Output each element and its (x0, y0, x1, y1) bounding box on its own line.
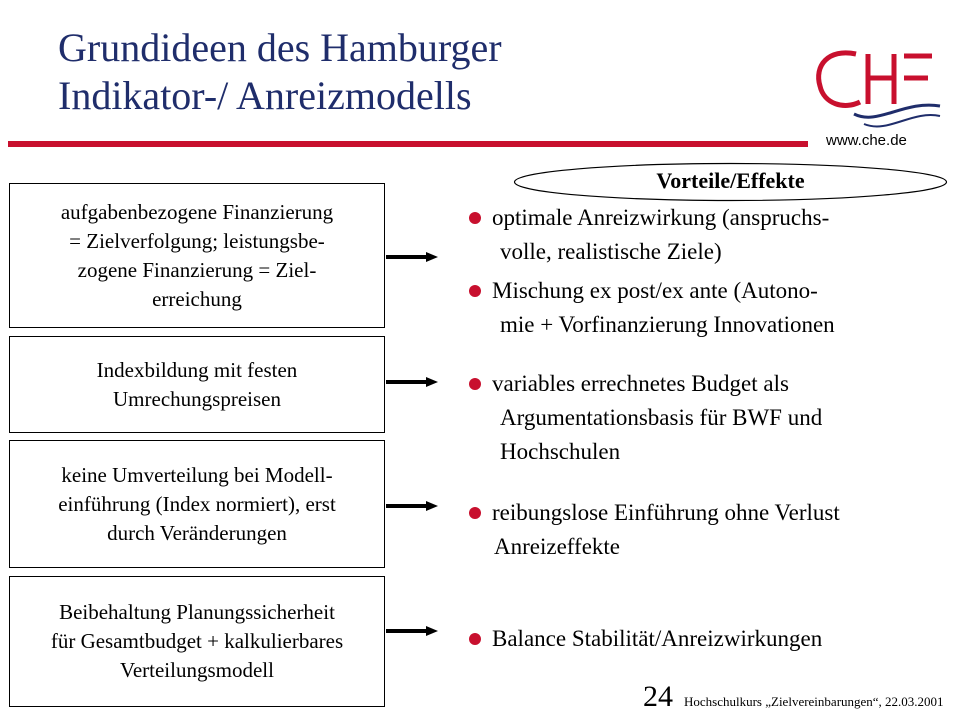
bullet-icon (468, 377, 482, 391)
box-text: keine Umverteilung bei Modell- einführung (Index normiert), erst durch Veränderungen (58, 462, 336, 545)
effect-item-1-line-2: volle, realistische Ziele) (500, 239, 722, 264)
page-title (58, 24, 502, 120)
box-indexbildung (9, 336, 385, 433)
effects-heading: Vorteile/Effekte (656, 168, 805, 193)
arrow-right-icon (386, 501, 438, 511)
effect-item-4-line-2: Anreizeffekte (494, 534, 620, 559)
bullet-icon (468, 211, 482, 225)
footer-text: Hochschulkurs „Zielvereinbarungen“, 22.03.2001 (684, 694, 944, 709)
page-number: 24 (643, 680, 673, 713)
box-text: aufgabenbezogene Finanzierung = Zielverfolgung; leistungsbe- zogene Finanzierung = Ziel- erreichung (60, 199, 334, 311)
website-url: www.che.de (826, 132, 907, 149)
effect-item-5-line-1: Balance Stabilität/Anreizwirkungen (492, 626, 823, 651)
box-planungssicherheit (9, 576, 385, 707)
box-keine-umverteilung (9, 440, 385, 568)
che-logo (808, 40, 943, 135)
box-aufgabenbezogene-finanzierung (9, 183, 385, 328)
effect-item-3-line-3: Hochschulen (500, 439, 621, 464)
effect-item-2-line-2: mie + Vorfinanzierung Innovationen (500, 312, 835, 337)
bullet-icon (468, 284, 482, 298)
arrow-right-icon (386, 252, 438, 262)
title-line-2: Indikator-/ Anreizmodells (58, 73, 472, 118)
bullet-icon (468, 506, 482, 520)
title-divider (8, 141, 808, 147)
effect-item-3-line-1: variables errechnetes Budget als (492, 371, 789, 396)
arrow-right-icon (386, 377, 438, 387)
effect-item-3-line-2: Argumentationsbasis für BWF und (500, 405, 823, 430)
box-text: Beibehaltung Planungssicherheit für Gesamtbudget + kalkulierbares Verteilungsmodell (50, 600, 344, 682)
arrow-right-icon (386, 626, 438, 636)
effect-item-1-line-1: optimale Anreizwirkung (anspruchs- (492, 205, 830, 230)
effect-item-4-line-1: reibungslose Einführung ohne Verlust (492, 500, 840, 525)
effect-item-2-line-1: Mischung ex post/ex ante (Autono- (492, 278, 818, 303)
bullet-icon (468, 632, 482, 646)
box-text: Indexbildung mit festen Umrechungspreisen (96, 357, 298, 411)
title-line-1: Grundideen des Hamburger (58, 25, 502, 70)
